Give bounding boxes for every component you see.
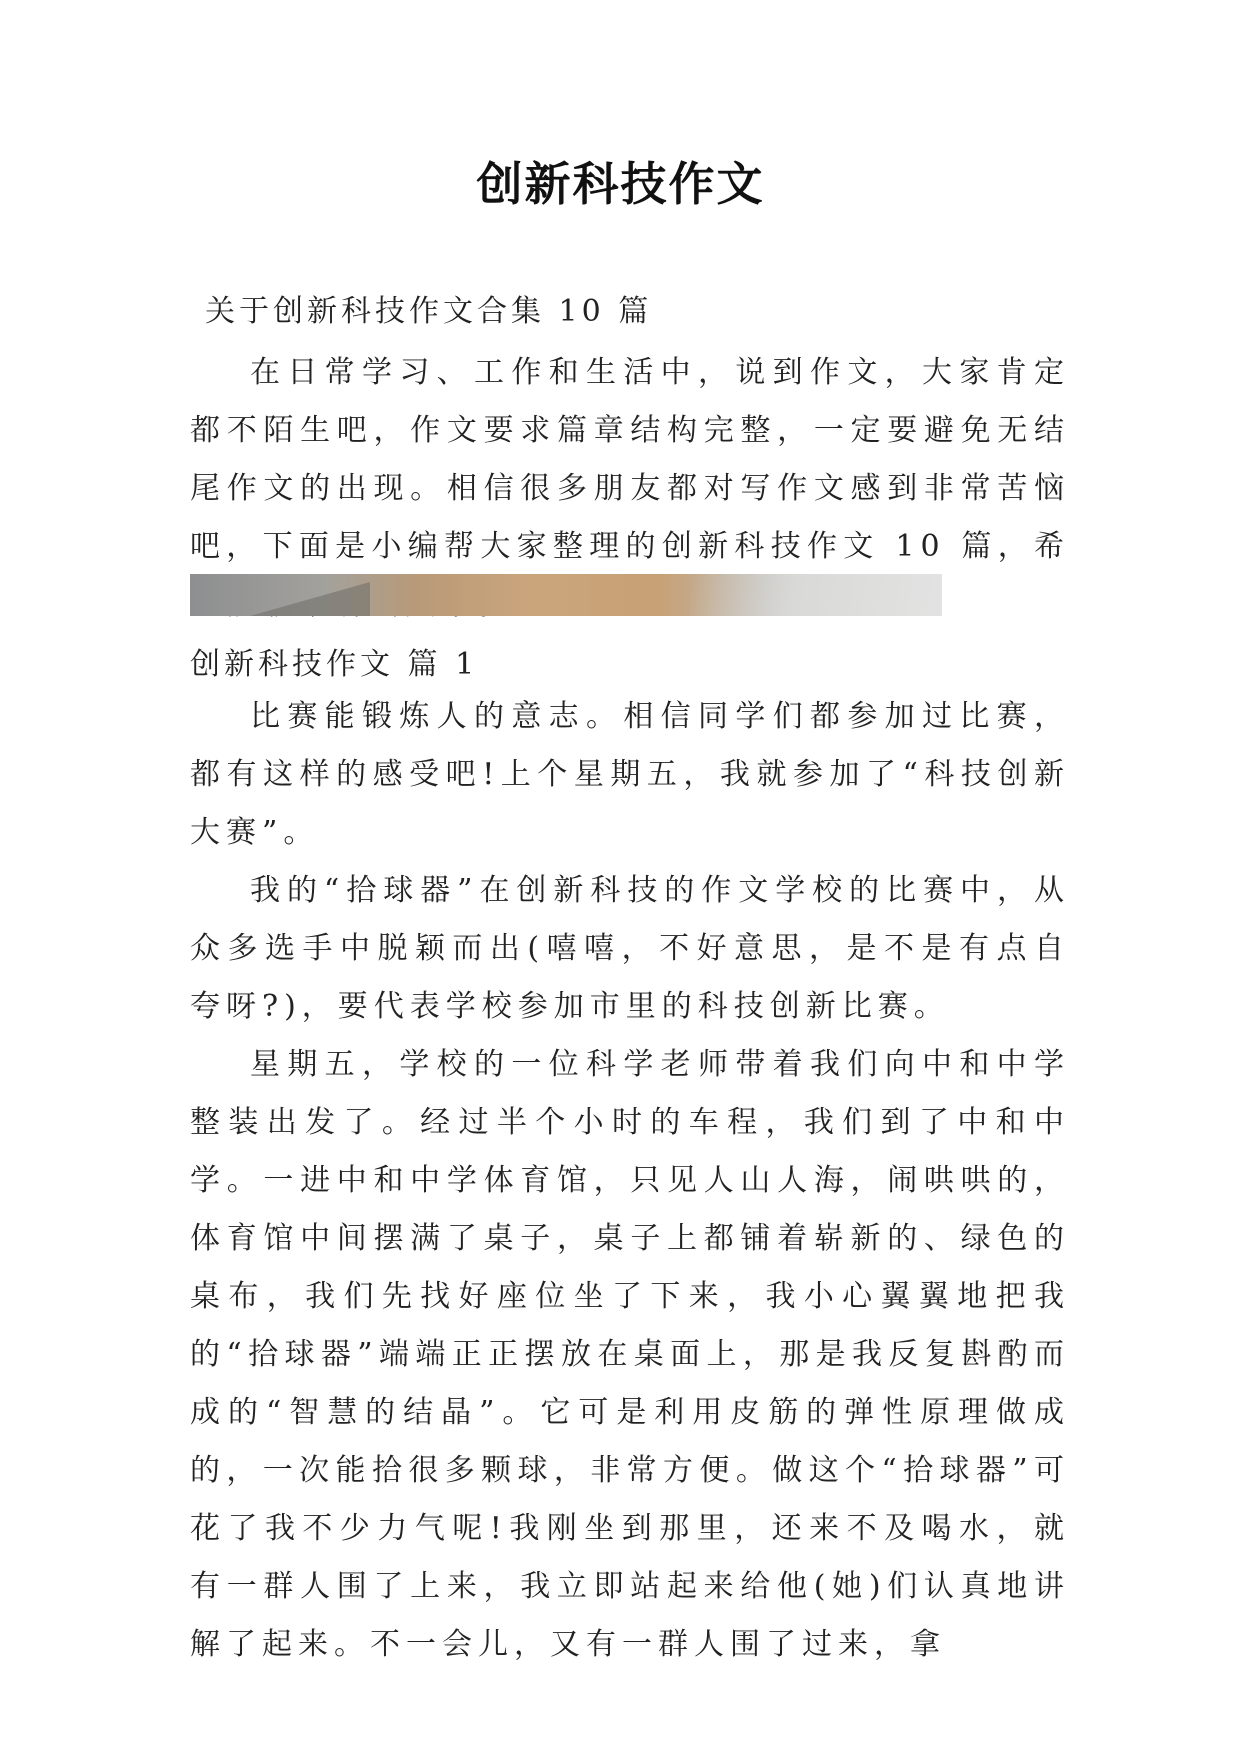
collection-heading: 关于创新科技作文合集 10 篇 bbox=[205, 294, 653, 329]
document-title: 创新科技作文 bbox=[476, 157, 765, 211]
section-body bbox=[190, 688, 1070, 1674]
section-paragraph-2: 我的“拾球器”在创新科技的作文学校的比赛中，从众多选手中脱颖而出(嘻嘻，不好意思，是不是有点自夸呀?)，要代表学校参加市里的科技创新比赛。 bbox=[190, 873, 1070, 1024]
photo-light-edge bbox=[690, 574, 942, 616]
intro-paragraph: 在日常学习、工作和生活中，说到作文，大家肯定都不陌生吧，作文要求篇章结构完整，一定要避免无结尾作文的出现。相信很多朋友都对写作文感到非常苦恼吧，下面是小编帮大家整理的创新科技作文 10 篇，希 bbox=[190, 355, 1070, 564]
section-paragraph-3: 星期五，学校的一位科学老师带着我们向中和中学整装出发了。经过半个小时的车程，我们到了中和中学。一进中和中学体育馆，只见人山人海，闹哄哄的，体育馆中间摆满了桌子，桌子上都铺着崭新的、绿色的桌布，我们先找好座位坐了下来，我小心翼翼地把我的“拾球器”端端正正摆放在桌面上，那是我反复斟酌而成的“智慧的结晶”。它可是利用皮筋的弹性原理做成的，一次能拾很多颗球，非常方便。做这个“拾球器”可花了我不少力气呢!我刚坐到那里，还来不及喝水，就有一群人围了上来，我立即站起来给他(她)们认真地讲解了起来。不一会儿，又有一群人围了过来，拿 bbox=[190, 1047, 1070, 1662]
section-paragraph-1: 比赛能锻炼人的意志。相信同学们都参加过比赛，都有这样的感受吧!上个星期五，我就参加了“科技创新大赛”。 bbox=[190, 699, 1070, 850]
section-heading: 创新科技作文 篇 1 bbox=[190, 647, 479, 682]
cropped-photo bbox=[190, 574, 942, 616]
photo-shadow-shape bbox=[250, 582, 370, 616]
